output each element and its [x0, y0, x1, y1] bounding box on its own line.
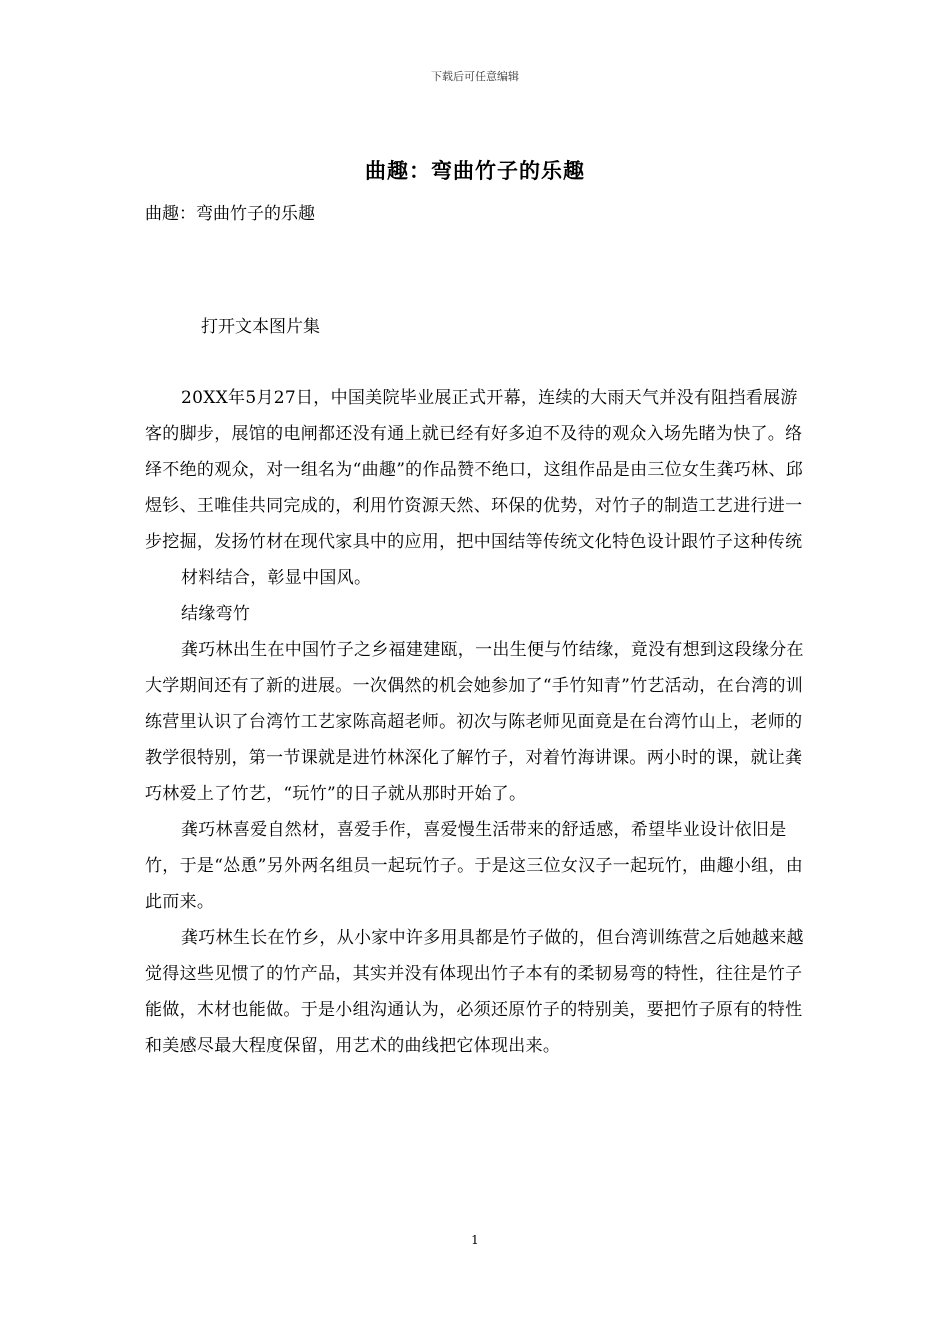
paragraph-intro-continued: 材料结合，彰显中国风。	[181, 568, 372, 588]
paragraph-concept: 龚巧林生长在竹乡，从小家中许多用具都是竹子做的，但台湾训练营之后她越来越觉得这些见惯了的竹产品，其实并没有体现出竹子本有的柔韧易弯的特性，往往是竹子能做，木材也能做。于是小组沟通认为，必须还原竹子的特别美，要把竹子原有的特性和美感尽最大程度保留，用艺术的曲线把它体现出来。	[145, 928, 804, 1056]
document-subtitle: 曲趣：弯曲竹子的乐趣	[145, 204, 315, 224]
article-body	[145, 380, 813, 1064]
paragraph-intro: 20XX年5月27日，中国美院毕业展正式开幕，连续的大雨天气并没有阻挡看展游客的脚步，展馆的电闸都还没有通上就已经有好多迫不及待的观众入场先睹为快了。络绎不绝的观众，对一组名为“曲趣”的作品赞不绝口，这组作品是由三位女生龚巧林、邱煜钐、王唯佳共同完成的，利用竹资源天然、环保的优势，对竹子的制造工艺进行进一步挖掘，发扬竹材在现代家具中的应用，把中国结等传统文化特色设计跟竹子这种传统	[145, 388, 804, 552]
page-number: 1	[471, 1233, 479, 1247]
image-gallery-link[interactable]: 打开文本图片集	[201, 317, 320, 337]
header-note: 下载后可任意编辑	[431, 70, 519, 83]
section-heading: 结缘弯竹	[181, 604, 251, 624]
paragraph-team: 龚巧林喜爱自然材，喜爱手作，喜爱慢生活带来的舒适感，希望毕业设计依旧是竹，于是“怂恿”另外两名组员一起玩竹子。于是这三位女汉子一起玩竹，曲趣小组，由此而来。	[145, 820, 804, 912]
document-title: 曲趣：弯曲竹子的乐趣	[365, 158, 585, 183]
paragraph-origin: 龚巧林出生在中国竹子之乡福建建瓯，一出生便与竹结缘，竟没有想到这段缘分在大学期间还有了新的进展。一次偶然的机会她参加了“手竹知青”竹艺活动，在台湾的训练营里认识了台湾竹工艺家陈高超老师。初次与陈老师见面竟是在台湾竹山上，老师的教学很特别，第一节课就是进竹林深化了解竹子，对着竹海讲课。两小时的课，就让龚巧林爱上了竹艺，“玩竹”的日子就从那时开始了。	[145, 640, 804, 804]
